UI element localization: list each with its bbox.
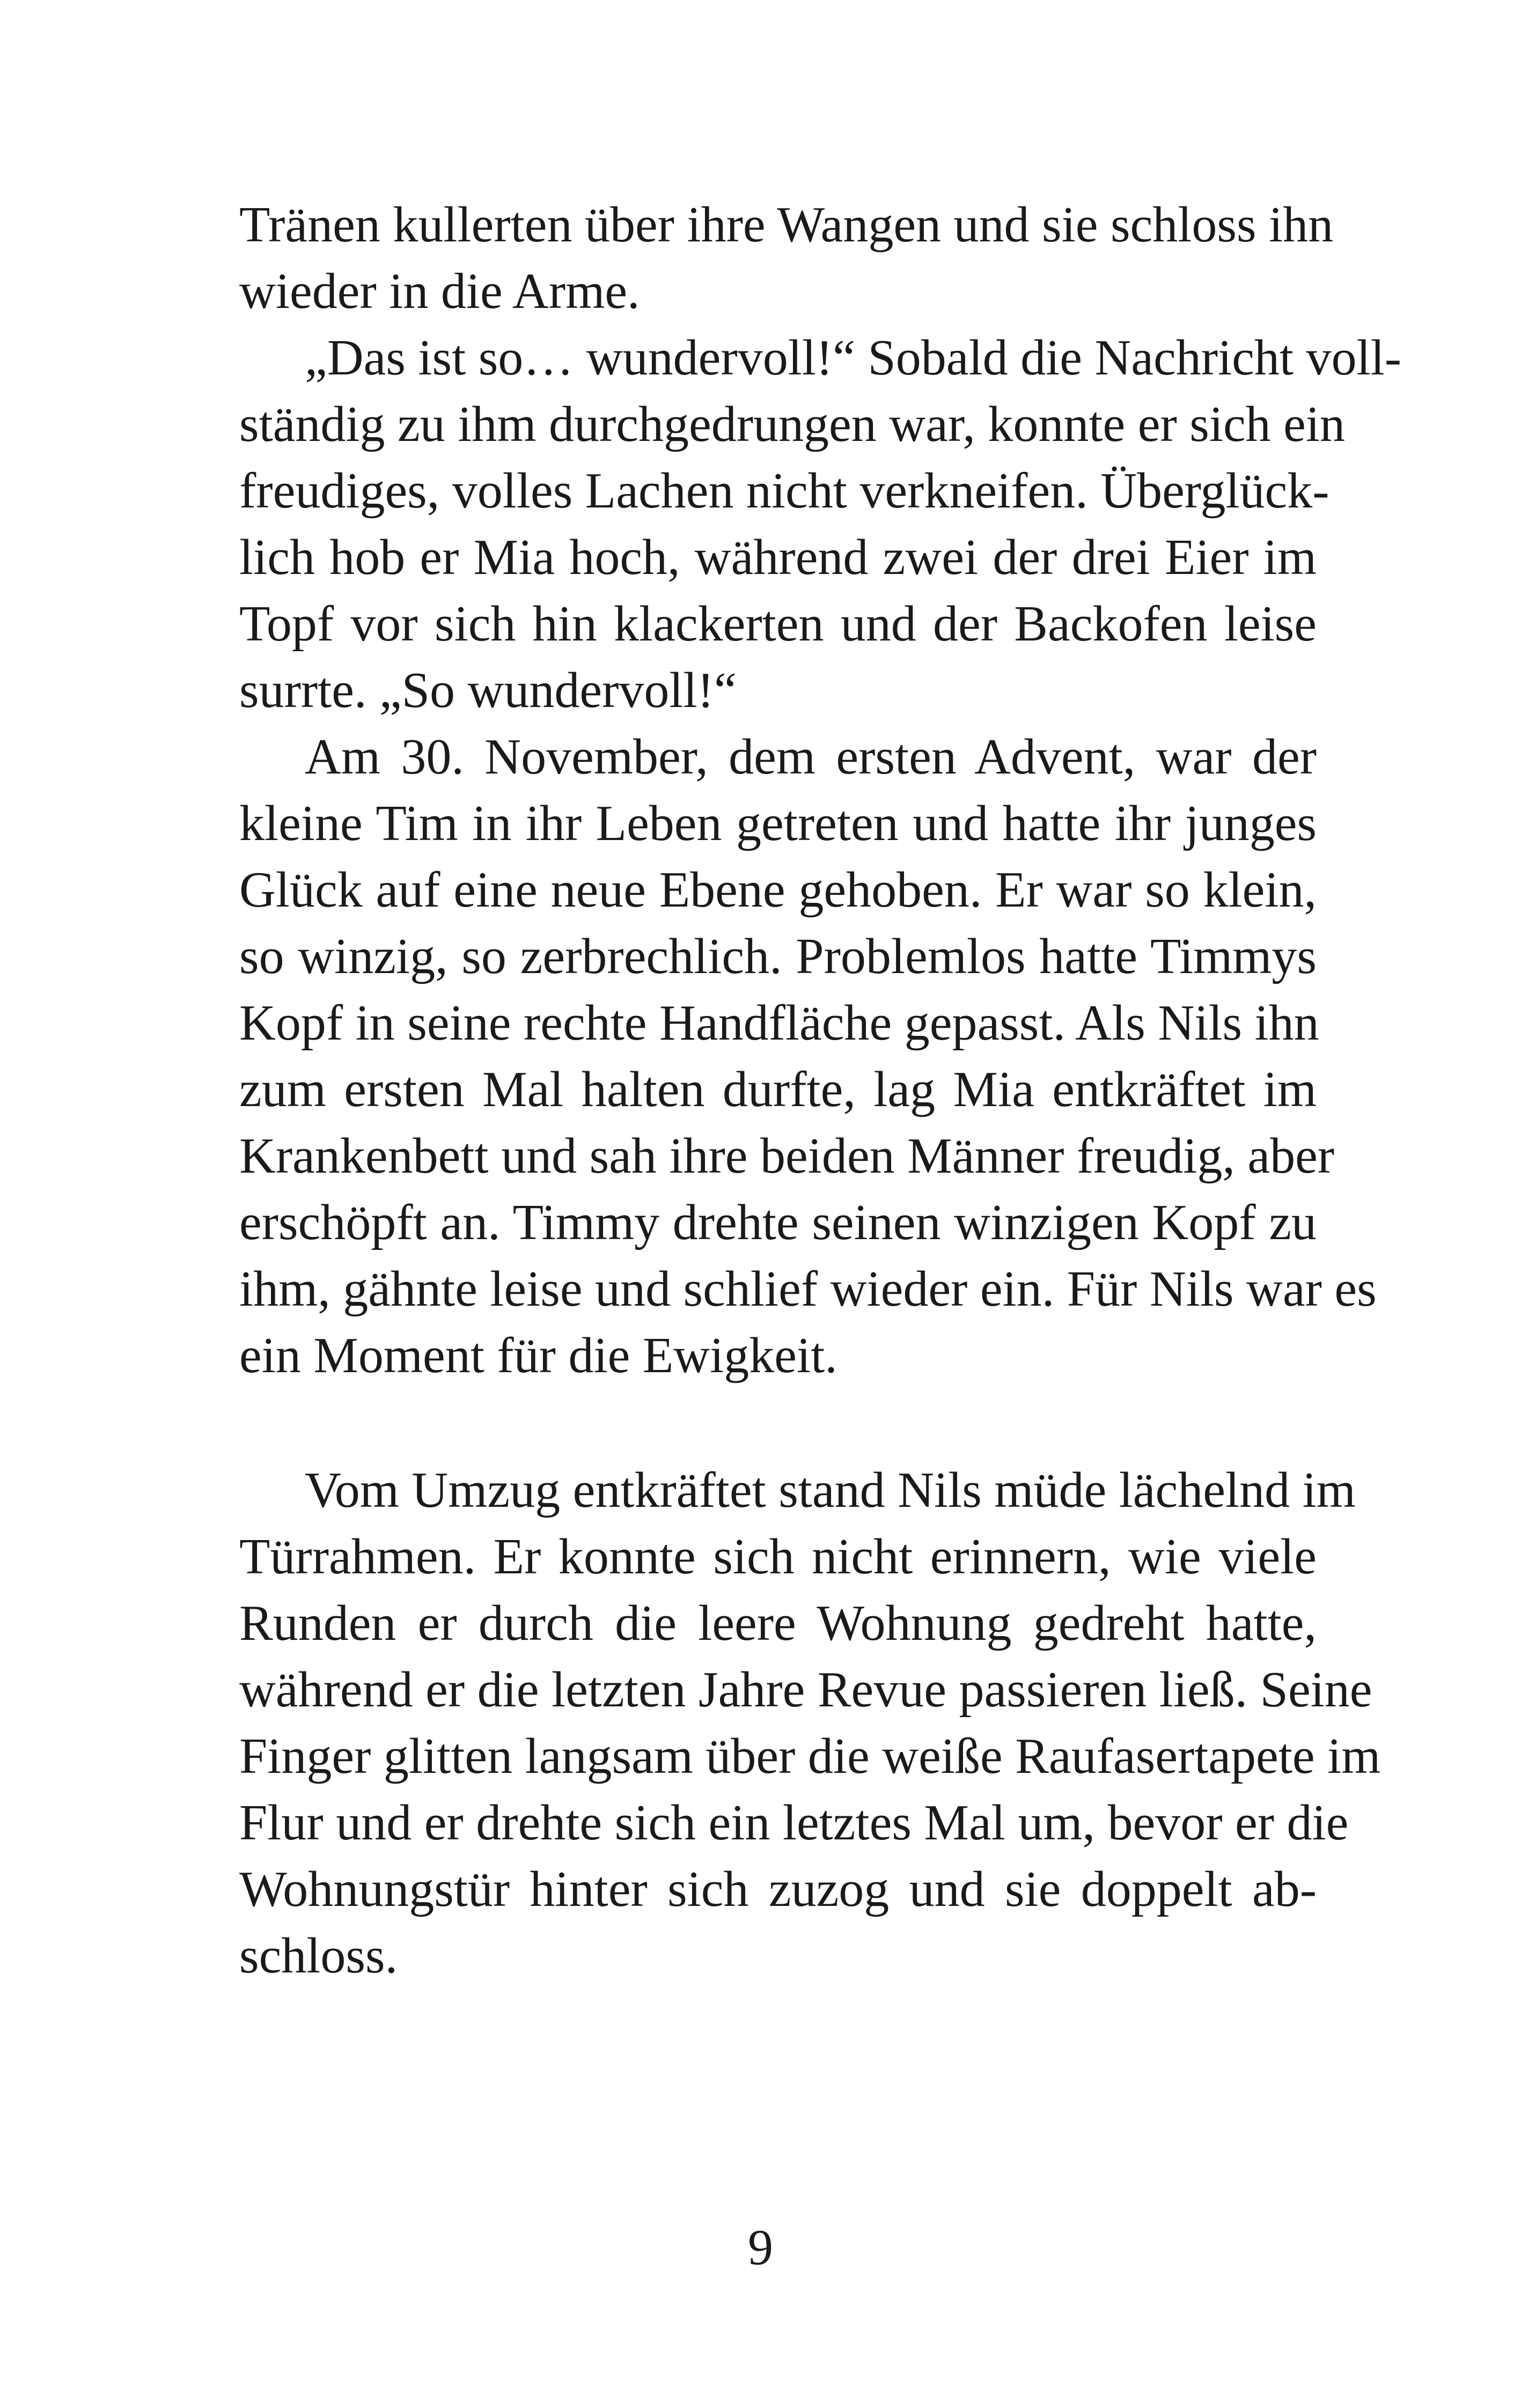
text-line: kleine Tim in ihr Leben getreten und hatte ihr junges [239,796,1317,851]
text-line: Glück auf eine neue Ebene gehoben. Er war so klein, [239,862,1317,918]
text-line: Türrahmen. Er konnte sich nicht erinnern, wie viele [239,1529,1317,1585]
text-line: Flur und er drehte sich ein letztes Mal um, bevor er die [239,1795,1349,1851]
text-line: „Das ist so… wundervoll!“ Sobald die Nachricht voll- [305,330,1402,386]
text-line: während er die letzten Jahre Revue passieren ließ. Seine [239,1662,1372,1718]
text-line: Tränen kullerten über ihre Wangen und sie schloss ihn [239,197,1334,253]
text-line: Vom Umzug entkräftet stand Nils müde lächelnd im [305,1462,1356,1518]
text-line: Topf vor sich hin klackerten und der Backofen leise [239,596,1317,652]
text-line: Am 30. November, dem ersten Advent, war der [305,729,1317,785]
text-line: Finger glitten langsam über die weiße Raufasertapete im [239,1728,1381,1784]
text-line: ihm, gähnte leise und schlief wieder ein. Für Nils war es [239,1261,1377,1317]
text-block-second [239,1457,1381,1989]
text-line: ständig zu ihm durchgedrungen war, konnte er sich ein [239,396,1346,452]
text-line: Kopf in seine rechte Handfläche gepasst. Als Nils ihn [239,995,1319,1051]
text-line: Krankenbett und sah ihre beiden Männer freudig, aber [239,1128,1335,1184]
text-line: wieder in die Arme. [239,263,640,319]
text-line: schloss. [239,1928,398,1984]
text-line: so winzig, so zerbrechlich. Problemlos hatte Timmys [239,929,1317,984]
text-line: ein Moment für die Ewigkeit. [239,1328,837,1383]
text-line: erschöpft an. Timmy drehte seinen winzigen Kopf zu [239,1195,1317,1250]
text-line: zum ersten Mal halten durfte, lag Mia entkräftet im [239,1062,1317,1117]
text-block-first [239,192,1402,1389]
text-line: Wohnungstür hinter sich zuzog und sie doppelt ab- [239,1861,1317,1917]
text-line: Runden er durch die leere Wohnung gedreht hatte, [239,1595,1317,1651]
text-line: lich hob er Mia hoch, während zwei der drei Eier im [239,529,1317,585]
text-line: freudiges, volles Lachen nicht verkneifen. Überglück- [239,463,1329,519]
text-line: surrte. „So wundervoll!“ [239,662,737,718]
page-number: 9 [748,2220,773,2276]
